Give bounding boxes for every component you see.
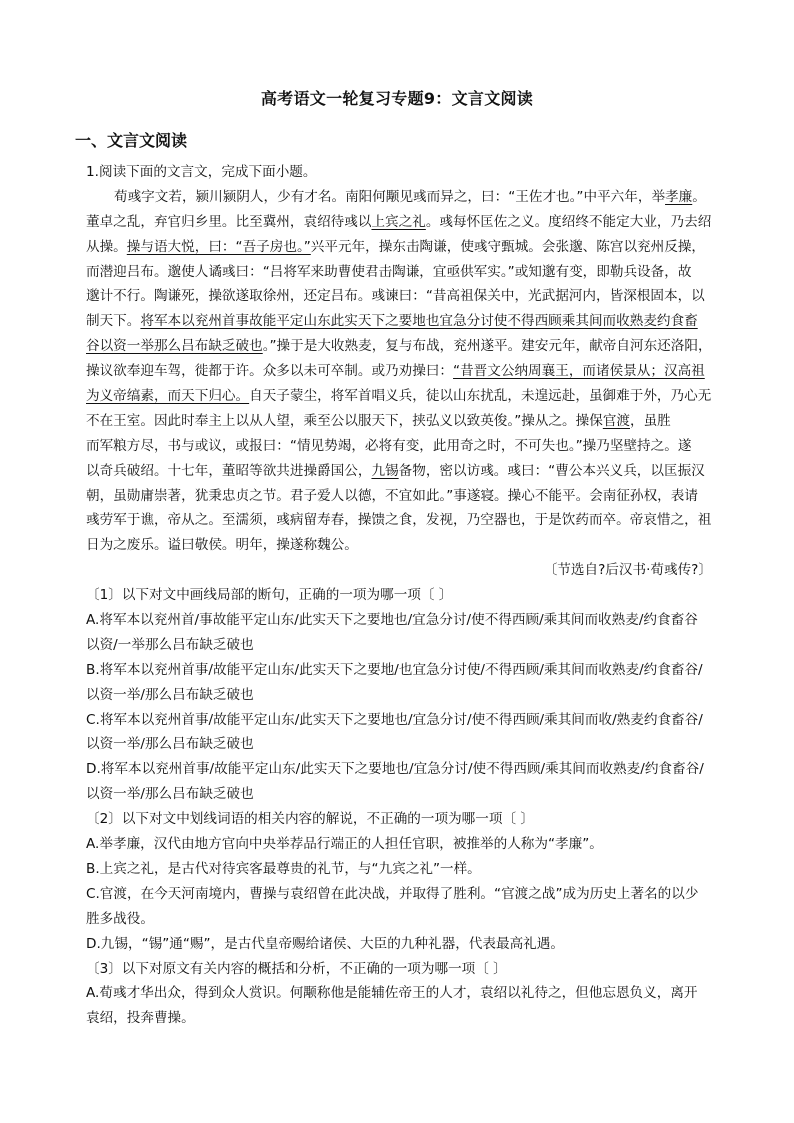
passage-line: 日为之废乐。谥曰敬侯。明年，操遂称魏公。 (86, 537, 358, 554)
option-d-cont: 以资一举/那么吕布缺乏破也 (86, 786, 254, 803)
section-heading: 一、文言文阅读 (75, 131, 188, 150)
question-1 (86, 583, 712, 807)
option-c-cont: 胜多战役。 (86, 910, 154, 927)
option-c: C.将军本以兖州首事/故能平定山东/此实天下之要地也/宜急分讨/使不得西顾/乘其间而收/熟麦约食畜谷/ (86, 711, 703, 728)
option-a: A.将军本以兖州首/事故能平定山东/此实天下之要地也/宜急分讨/使不得西顾/乘其间而收熟麦/约食畜谷 (86, 612, 698, 629)
question-3 (86, 957, 712, 1032)
question-stem: 〔2〕以下对文中划线词语的相关内容的解说，不正确的一项为哪一项〔 〕 (86, 811, 534, 828)
underlined-sentence: 将军本以兖州首事故能平定山东此实天下之要地也宜急分讨使不得西顾乘其间而收熟麦约食畜 (140, 313, 698, 330)
underlined-sentence: 谷以资一举那么吕布缺乏破也 (86, 338, 263, 355)
option-a: A.举孝廉，汉代由地方官向中央举荐品行端正的人担任官职，被推举的人称为“孝廉”。 (86, 836, 603, 853)
option-b-cont: 以资一举/那么吕布缺乏破也 (86, 686, 254, 703)
option-a-cont: 以资/一举那么吕布缺乏破也 (86, 636, 254, 653)
passage-line: 朝，虽勋庸崇著，犹秉忠贞之节。君子爱人以德，不宜如此。”事遂寝。操心不能平。会南征孙权，表请 (86, 487, 698, 504)
underlined-term-jiuxi: 九锡 (371, 462, 399, 479)
passage-line: 邈计不行。陶谦死，操欲遂取徐州，还定吕布。彧谏曰：“昔高祖保关中，光武据河内，皆深根固本，以 (86, 288, 705, 305)
passage-line: 制天下。将军本以兖州首事故能平定山东此实天下之要地也宜急分讨使不得西顾乘其间而收熟麦约食畜 (86, 313, 698, 330)
document-body (86, 160, 712, 1031)
option-d: D.将军本以兖州首事/故能平定山东/此实天下之要地也/宜急分讨/使不得西顾/乘其间而收熟麦/约食畜谷/ (86, 761, 704, 778)
page-title: 高考语文一轮复习专题9：文言文阅读 (260, 89, 534, 108)
underlined-sentence: “昔晋文公纳周襄王，而诸侯景从；汉高祖 (453, 363, 705, 380)
passage-line: 谷以资一举那么吕布缺乏破也。”操于是大收熟麦，复与布战，兖州遂平。建安元年，献帝自河东还洛阳， (86, 338, 712, 355)
option-a-cont: 袁绍，投奔曹操。 (86, 1010, 195, 1027)
passage-line: 而军粮方尽，书与或议，或报曰：“情见势竭，必将有变，此用奇之时，不可失也。”操乃坚壁持之。遂 (86, 437, 692, 454)
passage-line: 董卓之乱，弃官归乡里。比至冀州，袁绍待彧以上宾之礼。彧每怀匡佐之义。度绍终不能定大业，乃去绍 (86, 213, 712, 230)
option-b: B.上宾之礼，是古代对待宾客最尊贵的礼节，与“九宾之礼”一样。 (86, 860, 481, 877)
passage-line: 为义帝缟素，而天下归心。自天子蒙尘，将军首唱义兵，徒以山东扰乱，未遑远赴，虽御难于外，乃心无 (86, 388, 712, 405)
question-2 (86, 807, 712, 956)
passage-line: 以奇兵破绍。十七年，董昭等欲共进操爵国公，九锡备物，密以访彧。彧曰：“曹公本兴义兵，以匡振汉 (86, 462, 705, 479)
underlined-sentence: 操与语大悦，曰：“吾子房也。” (126, 238, 311, 255)
passage-line: 从操。操与语大悦，曰：“吾子房也。”兴平元年，操东击陶谦，使彧守甄城。会张邈、陈宫以兖州反操， (86, 238, 706, 255)
underlined-term-guandu: 官渡 (602, 412, 630, 429)
passage-line: 而潜迎吕布。邈使人谲彧曰：“吕将军来助曹使君击陶谦，宜亟供军实。”或知邈有变，即勒兵设备，故 (86, 263, 692, 280)
passage-line: 不在王室。因此时奉主上以从人望，乘至公以服天下，挟弘义以致英俊。”操从之。操保官渡，虽胜 (86, 412, 671, 429)
passage-line: 荀彧字文若，颍川颍阴人，少有才名。南阳何颙见彧而异之，曰：“王佐才也。”中平六年，举孝廉。 (114, 188, 706, 205)
option-d: D.九锡，“锡”通“赐”，是古代皇帝赐给诸侯、大臣的九种礼器，代表最高礼遇。 (86, 935, 564, 952)
underlined-term-shangbin: 上宾之礼 (371, 213, 426, 230)
option-b: B.将军本以兖州首事/故能平定山东/此实天下之要地/也宜急分讨使/不得西顾/乘其间而收熟麦/约食畜谷/ (86, 661, 703, 678)
underlined-sentence: 为义帝缟素，而天下归心。 (86, 388, 250, 405)
passage-line: 彧劳军于谯，帝从之。至濡须，彧病留寿春，操馈之食，发视，乃空器也，于是饮药而卒。帝哀惜之，祖 (86, 512, 712, 529)
option-c-cont: 以资一举/那么吕布缺乏破也 (86, 736, 254, 753)
passage-line: 操议欲奉迎车驾，徙都于许。众多以未可卒制。或乃劝操曰：“昔晋文公纳周襄王，而诸侯景从；汉高祖 (86, 363, 705, 380)
question-stem: 〔3〕以下对原文有关内容的概括和分析，不正确的一项为哪一项〔 〕 (86, 960, 507, 977)
passage-source: 〔节选自?后汉书·荀彧传?〕 (543, 562, 712, 579)
passage (86, 185, 712, 583)
question-intro: 1.阅读下面的文言文，完成下面小题。 (86, 164, 317, 180)
option-a: A.荀彧才华出众，得到众人赏识。何颙称他是能辅佐帝王的人才，袁绍以礼待之，但他忘恩负义，离开 (86, 985, 698, 1002)
underlined-term-xiaolian: 孝廉 (665, 188, 693, 205)
question-stem: 〔1〕以下对文中画线局部的断句，正确的一项为哪一项〔 〕 (86, 587, 453, 604)
option-c: C.官渡，在今天河南境内，曹操与袁绍曾在此决战，并取得了胜利。“官渡之战”成为历史上著名的以少 (86, 885, 699, 902)
